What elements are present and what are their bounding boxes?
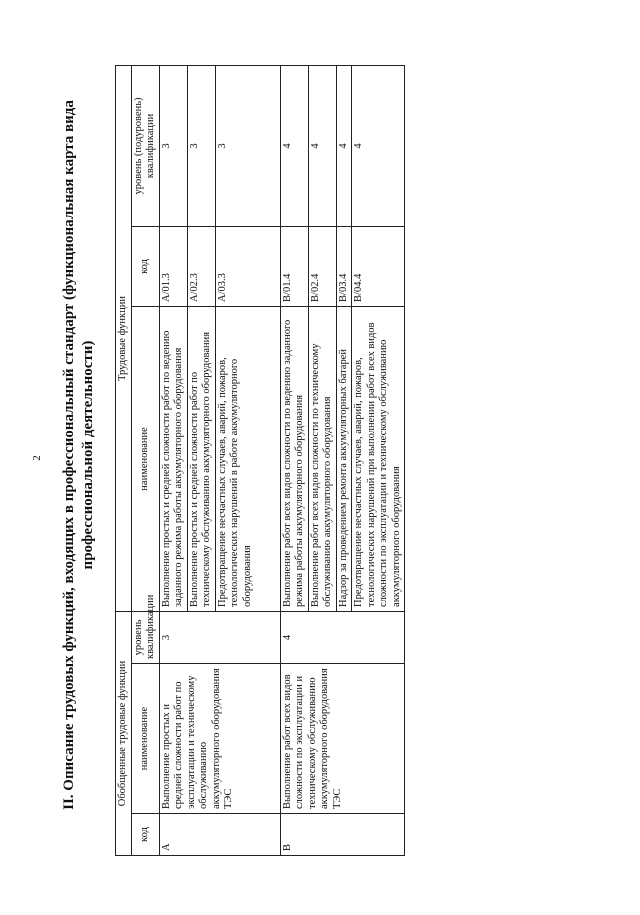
function-name: Выполнение простых и средней сложности работ по техническому обслуживанию аккумуляторного оборудования [187,306,215,611]
function-name: Надзор за проведением ремонта аккумуляторных батарей [336,306,352,611]
function-code: B/02.4 [308,226,336,306]
header-labor: Трудовые функции [116,65,132,611]
function-level: 3 [159,65,187,226]
function-name: Выполнение простых и средней сложности работ по ведению заданного режима работы аккумуляторного оборудования [159,306,187,611]
function-level: 3 [215,65,280,226]
group-code: В [280,814,405,856]
page-number: 2 [31,455,43,461]
table-row [280,65,308,855]
function-level: 3 [187,65,215,226]
header-code: код [131,814,159,856]
function-name: Выполнение работ всех видов сложности по ведению заданного режима работы аккумуляторного оборудования [280,306,308,611]
function-level: 4 [352,65,405,226]
function-code: A/03.3 [215,226,280,306]
function-name: Предотвращение несчастных случаев, аварий, пожаров, технологических нарушений при выполнении работ всех видов сложности по эксплуатации и техническому обслуживанию аккумуляторного оборудования [352,306,405,611]
group-name: Выполнение работ всех видов сложности по эксплуатации и техническому обслуживанию аккумуляторного оборудования ТЭС [280,664,405,814]
header-gen-level: уровень квалификации [131,611,159,663]
section-heading-line2: профессиональной деятельности) [80,340,96,570]
group-level: 4 [280,611,405,663]
function-name: Предотвращение несчастных случаев, аварий, пожаров, технологических нарушений в работе аккумуляторного оборудования [215,306,280,611]
group-code: А [159,814,280,856]
header-row-2 [131,65,159,855]
function-code: A/01.3 [159,226,187,306]
group-level: 3 [159,611,280,663]
header-lab-code: код [131,226,159,306]
table-row [159,65,187,855]
function-code: B/01.4 [280,226,308,306]
function-code: A/02.3 [187,226,215,306]
header-generalized: Обобщенные трудовые функции [116,611,132,855]
header-row-1 [116,65,132,855]
function-level: 4 [336,65,352,226]
header-lab-name: наименование [131,306,159,611]
function-level: 4 [308,65,336,226]
function-name: Выполнение работ всех видов сложности по техническому обслуживанию аккумуляторного оборудования [308,306,336,611]
header-name: наименование [131,664,159,814]
section-heading-line1: II. Описание трудовых функций, входящих в профессиональный стандарт (функциональная карта вида [61,100,77,810]
header-lab-level: уровень (подуровень) квалификации [131,65,159,226]
rotated-content [60,40,635,870]
group-name: Выполнение простых и средней сложности работ по эксплуатации и техническому обслуживанию аккумуляторного оборудования ТЭС [159,664,280,814]
function-level: 4 [280,65,308,226]
function-code: B/04.4 [352,226,405,306]
function-code: B/03.4 [336,226,352,306]
functions-table [115,65,405,856]
section-heading [60,40,110,870]
